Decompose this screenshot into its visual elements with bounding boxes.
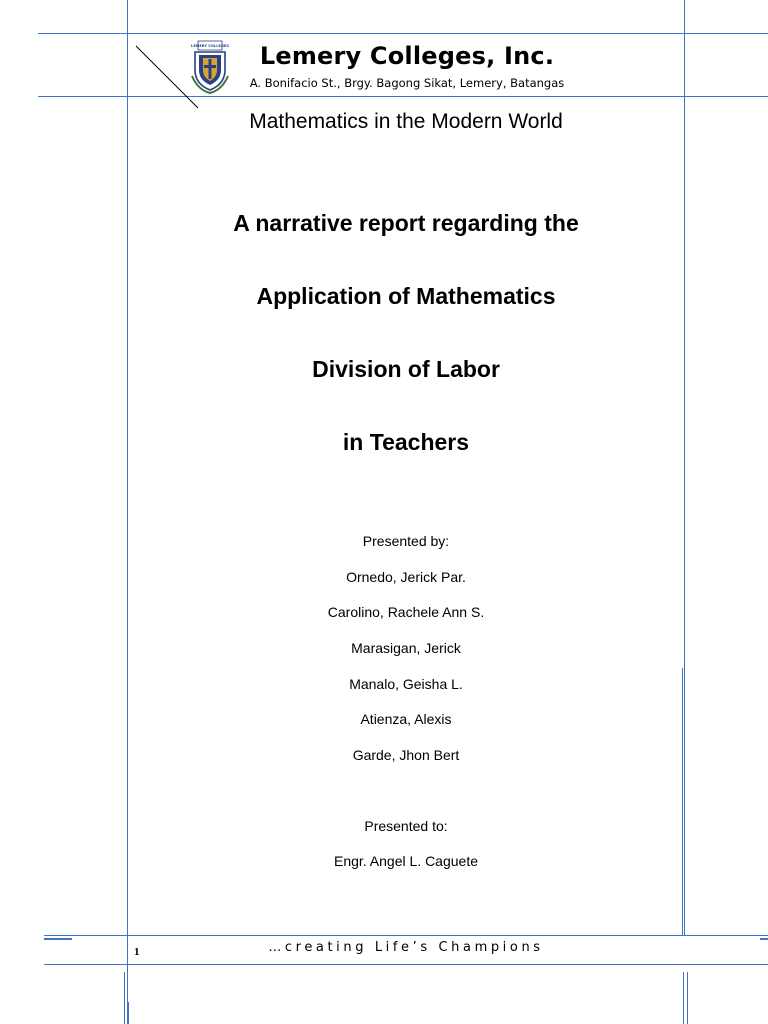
report-title-line-2: Application of Mathematics bbox=[256, 283, 556, 309]
footer-bottom-rule bbox=[44, 964, 768, 965]
right-margin-line bbox=[684, 0, 685, 936]
bottom-left-mark-2 bbox=[128, 1002, 129, 1024]
logo-text: LEMERY COLLEGES bbox=[191, 44, 229, 49]
presenter-name: Garde, Jhon Bert bbox=[352, 747, 460, 763]
header-top-rule bbox=[38, 33, 768, 34]
presenter-name: Manalo, Geisha L. bbox=[349, 676, 463, 692]
report-title-line-4: in Teachers bbox=[342, 429, 470, 455]
right-margin-line-inner bbox=[682, 668, 683, 936]
presenter-name: Carolino, Rachele Ann S. bbox=[327, 604, 485, 620]
subject-title: Mathematics in the Modern World bbox=[249, 110, 563, 133]
bottom-right-mark-1 bbox=[683, 972, 684, 1024]
page-number: 1 bbox=[134, 946, 140, 958]
school-seal-logo bbox=[190, 40, 230, 94]
bottom-right-mark-2 bbox=[687, 972, 688, 1024]
school-name: Lemery Colleges, Inc. bbox=[259, 42, 555, 70]
presented-to-label: Presented to: bbox=[364, 818, 448, 834]
instructor-name: Engr. Angel L. Caguete bbox=[334, 853, 478, 869]
footer-right-tick bbox=[760, 938, 768, 940]
bottom-left-mark-1 bbox=[124, 972, 125, 1024]
report-title-line-3: Division of Labor bbox=[312, 356, 500, 382]
left-margin-line bbox=[127, 0, 128, 1024]
report-title-line-1: A narrative report regarding the bbox=[233, 210, 579, 236]
presented-by-label: Presented by: bbox=[362, 533, 450, 549]
presenter-name: Marasigan, Jerick bbox=[351, 640, 461, 656]
footer-top-rule bbox=[44, 935, 768, 936]
school-address: A. Bonifacio St., Brgy. Bagong Sikat, Lemery, Batangas bbox=[249, 76, 565, 90]
presenter-name: Atienza, Alexis bbox=[360, 711, 452, 727]
presenter-name: Ornedo, Jerick Par. bbox=[346, 569, 466, 585]
footer-motto: …creating Life’s Champions bbox=[268, 940, 544, 955]
footer-left-tick bbox=[44, 938, 72, 940]
